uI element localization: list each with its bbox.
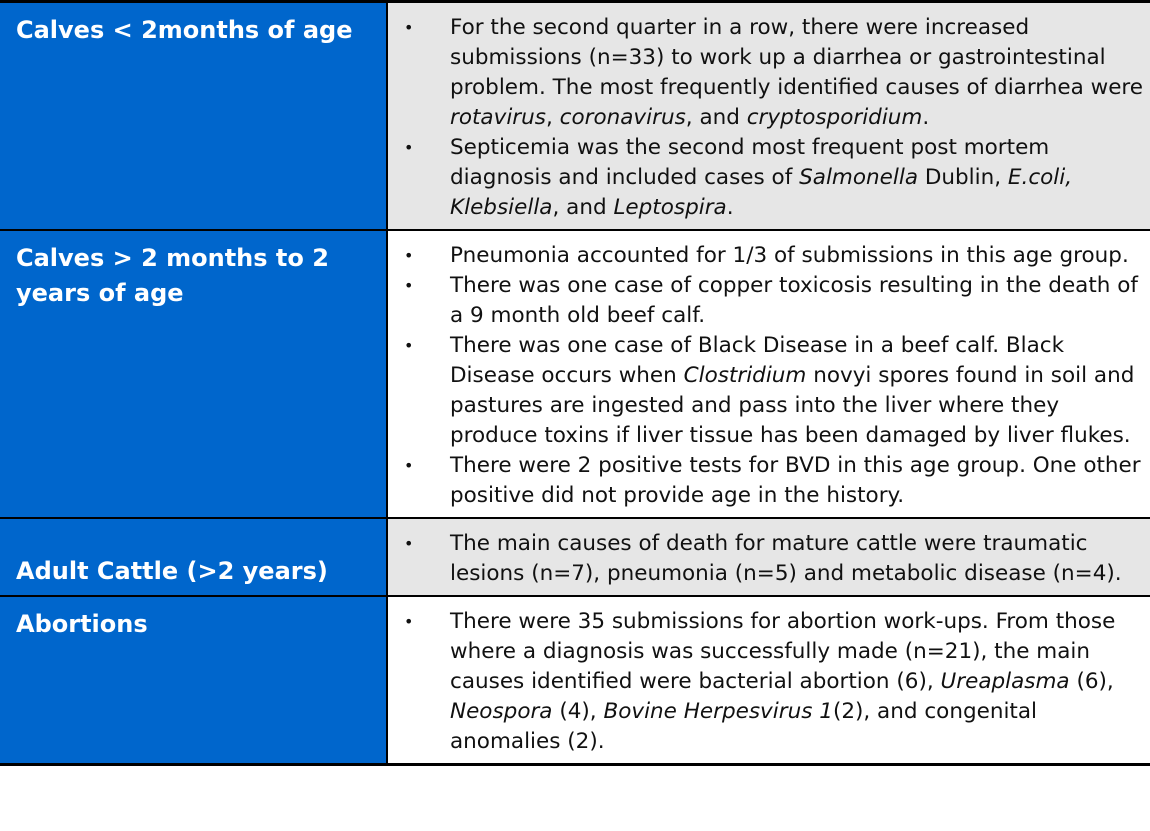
bullet-item: • The main causes of death for mature cattle were traumatic lesions (n=7), pneumonia (n=5) and metabolic disease (n=4).	[404, 529, 1144, 589]
row-content	[388, 519, 1150, 595]
bullet-list	[404, 241, 1144, 511]
bullet-item: • For the second quarter in a row, there were increased submissions (n=33) to work up a diarrhea or gastrointestinal problem. The most frequently identified causes of diarrhea were rotavirus, coronavirus, and cryptosporidium.	[404, 13, 1144, 133]
bullet-item: • There was one case of Black Disease in a beef calf. Black Disease occurs when Clostridium novyi spores found in soil and pastures are ingested and pass into the liver where they produce toxins if liver tissue has been damaged by liver flukes.	[404, 331, 1144, 451]
row-label: Abortions	[0, 597, 388, 763]
bullet-item: • There were 35 submissions for abortion work-ups. From those where a diagnosis was successfully made (n=21), the main causes identified were bacterial abortion (6), Ureaplasma (6), Neospora (4), Bovine Herpesvirus 1(2), and congenital anomalies (2).	[404, 607, 1144, 757]
bullet-item: • There was one case of copper toxicosis resulting in the death of a 9 month old beef calf.	[404, 271, 1144, 331]
bullet-item: • Septicemia was the second most frequent post mortem diagnosis and included cases of Salmonella Dublin, E.coli, Klebsiella, and Leptospira.	[404, 133, 1144, 223]
bullet-item: • Pneumonia accounted for 1/3 of submissions in this age group.	[404, 241, 1144, 271]
row-label: Adult Cattle (>2 years)	[0, 519, 388, 595]
row-content	[388, 3, 1150, 229]
row-content	[388, 597, 1150, 763]
bullet-list	[404, 607, 1144, 757]
row-label: Calves < 2months of age	[0, 3, 388, 229]
row-content	[388, 231, 1150, 517]
bullet-item: • There were 2 positive tests for BVD in this age group. One other positive did not provide age in the history.	[404, 451, 1144, 511]
row-calves-under-2-months	[0, 3, 1150, 231]
row-adult-cattle	[0, 519, 1150, 597]
row-abortions	[0, 597, 1150, 766]
row-label: Calves > 2 months to 2 years of age	[0, 231, 388, 517]
row-calves-2-months-to-2-years	[0, 231, 1150, 519]
bullet-list	[404, 529, 1144, 589]
bullet-list	[404, 13, 1144, 223]
